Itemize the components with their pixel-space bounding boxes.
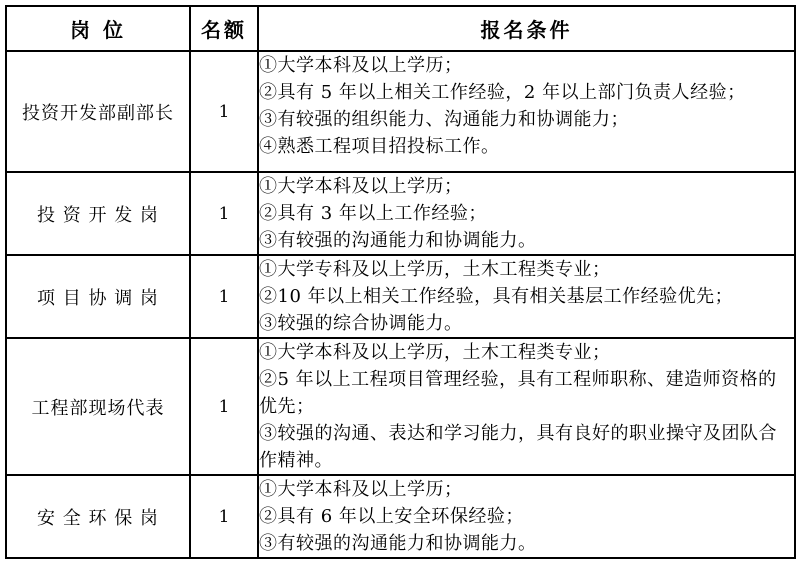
table-header — [6, 6, 795, 51]
table-body — [6, 51, 795, 558]
header-conditions: 报名条件 — [258, 6, 795, 51]
condition-line: ②具有 5 年以上相关工作经验，2 年以上部门负责人经验； — [259, 82, 746, 103]
position-cell: 投 资 开 发 岗 — [6, 172, 190, 255]
header-position: 岗 位 — [6, 6, 190, 51]
condition-line: ②5 年以上工程项目管理经验，具有工程师职称、建造师资格的优先； — [259, 369, 777, 417]
position-cell: 项 目 协 调 岗 — [6, 255, 190, 338]
table-row — [6, 172, 795, 255]
quota-cell: 1 — [190, 255, 258, 338]
quota-cell: 1 — [190, 338, 258, 475]
position-cell: 安 全 环 保 岗 — [6, 475, 190, 558]
condition-line: ①大学本科及以上学历； — [259, 176, 463, 197]
position-cell: 工程部现场代表 — [6, 338, 190, 475]
table-row — [6, 475, 795, 558]
conditions-cell — [258, 51, 795, 172]
header-row — [6, 6, 795, 51]
table-row — [6, 255, 795, 338]
conditions-cell — [258, 172, 795, 255]
conditions-cell — [258, 338, 795, 475]
condition-line: ①大学专科及以上学历，土木工程类专业； — [259, 259, 611, 280]
quota-cell: 1 — [190, 51, 258, 172]
condition-line: ②具有 6 年以上安全环保经验； — [259, 506, 524, 527]
table-row — [6, 338, 795, 475]
conditions-cell — [258, 255, 795, 338]
quota-cell: 1 — [190, 475, 258, 558]
condition-line: ③有较强的组织能力、沟通能力和协调能力； — [259, 109, 629, 130]
condition-line: ①大学本科及以上学历，土木工程类专业； — [259, 342, 611, 363]
condition-line: ④熟悉工程项目招投标工作。 — [259, 136, 500, 157]
recruitment-table-document — [5, 5, 794, 559]
conditions-cell — [258, 475, 795, 558]
table-row — [6, 51, 795, 172]
header-quota: 名额 — [190, 6, 258, 51]
condition-line: ③有较强的沟通能力和协调能力。 — [259, 230, 537, 251]
condition-line: ①大学本科及以上学历； — [259, 55, 463, 76]
condition-line: ①大学本科及以上学历； — [259, 479, 463, 500]
quota-cell: 1 — [190, 172, 258, 255]
condition-line: ③较强的沟通、表达和学习能力，具有良好的职业操守及团队合作精神。 — [259, 423, 777, 471]
job-positions-table — [5, 5, 796, 559]
condition-line: ③有较强的沟通能力和协调能力。 — [259, 533, 537, 554]
position-cell: 投资开发部副部长 — [6, 51, 190, 172]
condition-line: ②10 年以上相关工作经验，具有相关基层工作经验优先； — [259, 286, 734, 307]
condition-line: ③较强的综合协调能力。 — [259, 313, 463, 334]
condition-line: ②具有 3 年以上工作经验； — [259, 203, 487, 224]
